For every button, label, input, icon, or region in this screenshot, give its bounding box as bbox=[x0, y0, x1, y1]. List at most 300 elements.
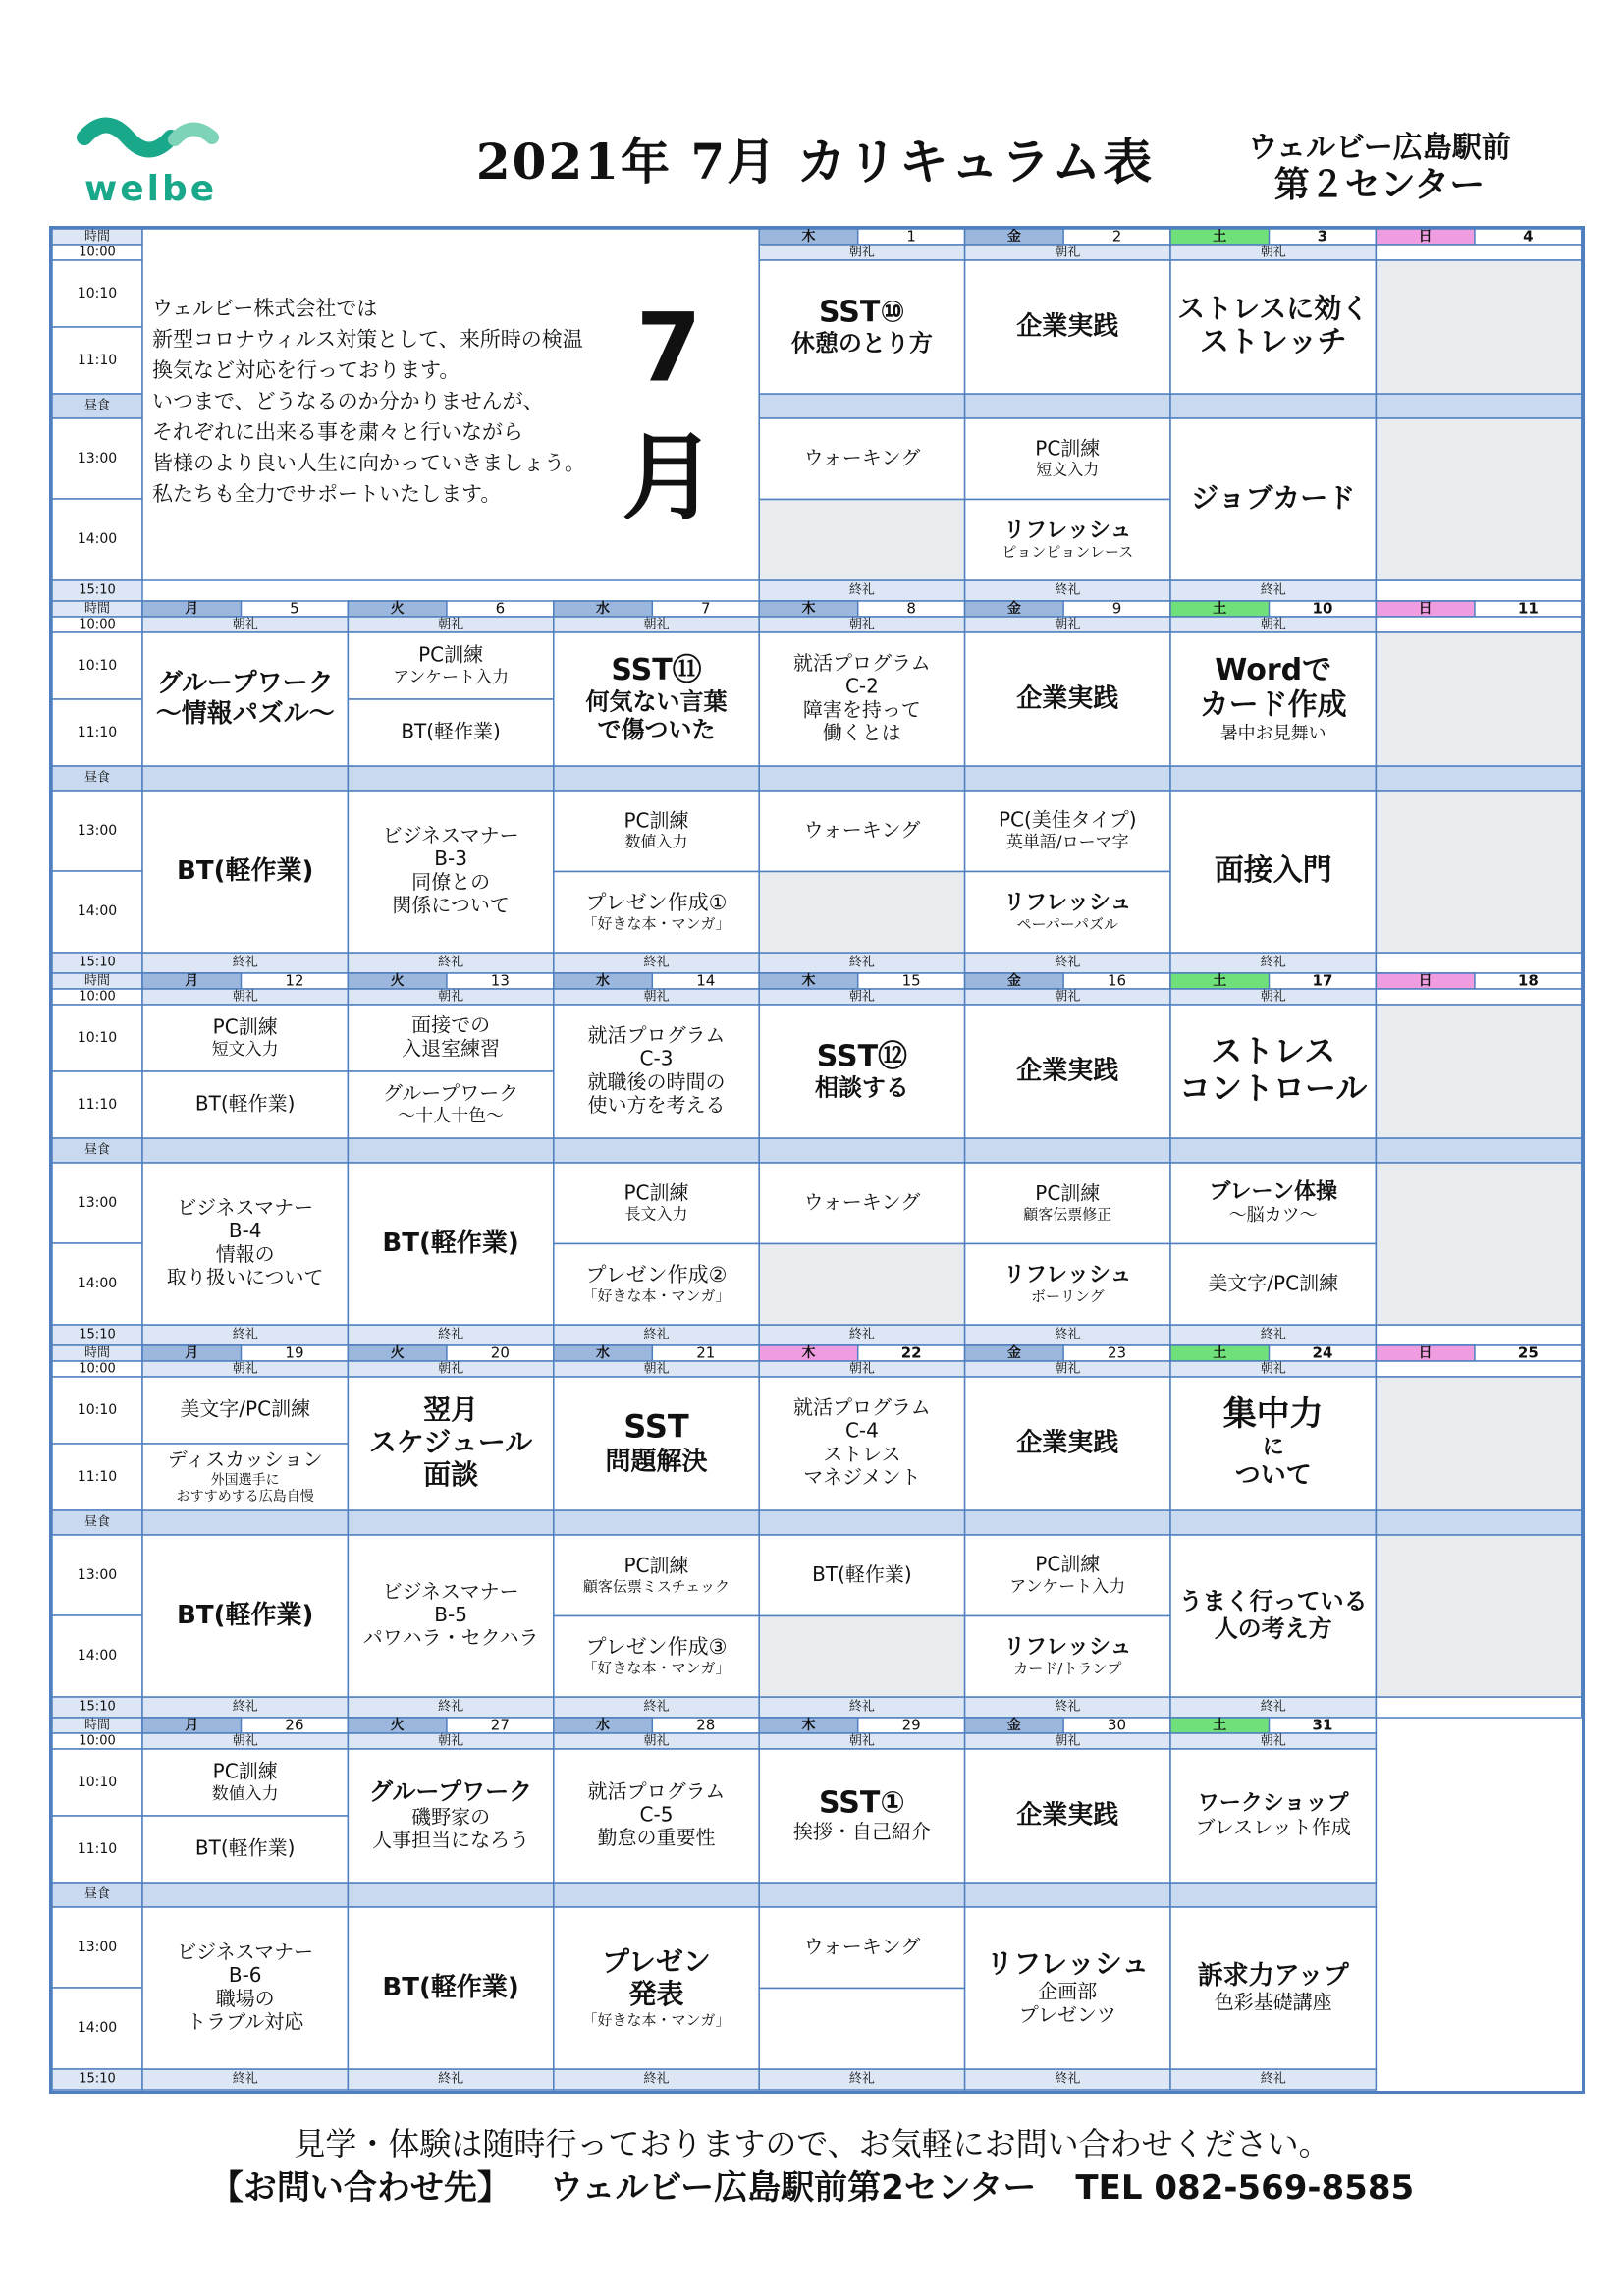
lunch-cell bbox=[759, 1138, 964, 1163]
empty-session-cell bbox=[1376, 1377, 1581, 1510]
contact-line bbox=[0, 2160, 1624, 2209]
session-text: 入退室練習 bbox=[402, 1036, 501, 1061]
lunch-cell bbox=[348, 1883, 553, 1907]
weekday-label: 金 bbox=[1006, 1345, 1021, 1361]
chorei-label: 朝礼 bbox=[1055, 617, 1081, 632]
session-text: PC訓練 bbox=[1035, 1552, 1101, 1576]
lunch-cell bbox=[1170, 1510, 1376, 1535]
weekday-label: 金 bbox=[1006, 229, 1021, 245]
chorei-label: 朝礼 bbox=[848, 245, 875, 260]
session-text: アンケート入力 bbox=[1009, 1577, 1126, 1598]
date-label: 5 bbox=[290, 599, 299, 618]
shurei-label: 終礼 bbox=[438, 1699, 464, 1715]
session-text: 「好きな本・マンガ」 bbox=[582, 1286, 731, 1305]
session-text: SST⑫ bbox=[816, 1039, 908, 1074]
lunch-label: 昼食 bbox=[83, 770, 111, 786]
session-text: ビジネスマナー bbox=[177, 1940, 314, 1964]
weekday-label: 月 bbox=[185, 1718, 199, 1733]
intro-line: ウェルビー株式会社では bbox=[152, 297, 378, 320]
shurei-label: 終礼 bbox=[1055, 955, 1081, 970]
session-text: ビジネスマナー bbox=[382, 823, 519, 847]
month-number: 7 bbox=[635, 293, 702, 404]
session-text: 休憩のとり方 bbox=[790, 329, 933, 357]
session-text: 同僚との bbox=[411, 869, 491, 894]
session-text: BT(軽作業) bbox=[382, 1973, 519, 2002]
date-label: 8 bbox=[906, 599, 916, 618]
session-text: 面接での bbox=[411, 1012, 491, 1037]
lunch-cell bbox=[1170, 394, 1376, 418]
date-label: 24 bbox=[1312, 1343, 1333, 1362]
time-label: 10:10 bbox=[77, 1775, 118, 1790]
session-text: 発表 bbox=[628, 1978, 684, 2011]
shurei-label: 終礼 bbox=[438, 955, 464, 970]
chorei-label: 朝礼 bbox=[848, 989, 875, 1005]
date-label: 9 bbox=[1111, 599, 1122, 618]
lunch-cell bbox=[759, 394, 964, 418]
contact-center: ウェルビー広島駅前第2センター bbox=[549, 2168, 1037, 2208]
month-kanji: 月 bbox=[622, 422, 717, 533]
lunch-cell bbox=[142, 1510, 348, 1535]
date-label: 16 bbox=[1108, 971, 1127, 990]
weekday-label: 木 bbox=[801, 229, 816, 245]
chorei-label: 朝礼 bbox=[643, 617, 670, 632]
empty-session-cell bbox=[759, 1989, 964, 2070]
intro-line: 私たちも全力でサポートいたします。 bbox=[152, 482, 502, 506]
session-text: ディスカッション bbox=[167, 1447, 323, 1471]
session-text: ウォーキング bbox=[803, 1934, 921, 1958]
session-text: グループワーク bbox=[382, 1080, 519, 1105]
shurei-label: 終礼 bbox=[643, 1327, 670, 1342]
chorei-label: 朝礼 bbox=[643, 989, 670, 1005]
lunch-cell bbox=[1376, 394, 1581, 418]
session-text: 顧客伝票修正 bbox=[1023, 1205, 1112, 1224]
shurei-label: 終礼 bbox=[848, 1327, 875, 1342]
session-text: 使い方を考える bbox=[587, 1092, 726, 1117]
time-label: 14:00 bbox=[77, 2020, 118, 2036]
session-text: 企業実践 bbox=[1016, 311, 1119, 342]
chorei-label: 朝礼 bbox=[643, 1361, 670, 1377]
session-text: 「好きな本・マンガ」 bbox=[582, 1659, 731, 1677]
date-label: 29 bbox=[901, 1716, 921, 1734]
shurei-cell bbox=[1376, 1325, 1581, 1345]
session-text: ビジネスマナー bbox=[177, 1195, 314, 1220]
session-text: 数値入力 bbox=[211, 1783, 279, 1804]
lunch-label: 昼食 bbox=[83, 1142, 111, 1158]
empty-session-cell bbox=[1376, 418, 1581, 580]
lunch-cell bbox=[554, 1510, 759, 1535]
time-label: 10:10 bbox=[77, 286, 118, 301]
weekday-label: 金 bbox=[1006, 973, 1021, 989]
session-text: 磯野家の bbox=[411, 1804, 491, 1829]
time-end-label: 15:10 bbox=[79, 2071, 116, 2087]
time-label: 14:00 bbox=[77, 903, 118, 919]
session-text: 職場の bbox=[215, 1986, 275, 2010]
session-text: BT(軽作業) bbox=[177, 1601, 314, 1630]
date-label: 27 bbox=[490, 1716, 510, 1734]
lunch-cell bbox=[142, 1883, 348, 1907]
session-text: 「好きな本・マンガ」 bbox=[582, 2011, 731, 2030]
weekday-label: 金 bbox=[1006, 601, 1021, 617]
chorei-label: 朝礼 bbox=[1055, 1361, 1081, 1377]
session-text: プレゼン bbox=[602, 1945, 711, 1979]
chorei-cell bbox=[1376, 617, 1581, 632]
empty-session-cell bbox=[759, 1244, 964, 1326]
weekday-label: 月 bbox=[185, 601, 199, 617]
chorei-cell bbox=[1376, 989, 1581, 1005]
session-text: 英単語/ローマ字 bbox=[1005, 833, 1129, 853]
weekday-label: 火 bbox=[390, 1345, 405, 1361]
session-text: PC訓練 bbox=[212, 1014, 278, 1039]
session-text: 顧客伝票ミスチェック bbox=[582, 1577, 731, 1596]
chorei-label: 朝礼 bbox=[232, 1733, 258, 1749]
session-text: 企業実践 bbox=[1016, 1056, 1119, 1086]
session-text: BT(軽作業) bbox=[177, 856, 314, 886]
time-end-label: 15:10 bbox=[79, 1327, 116, 1342]
lunch-cell bbox=[1170, 1883, 1376, 1907]
session-text: SST bbox=[623, 1407, 689, 1446]
session-text: うまく行っている bbox=[1178, 1587, 1368, 1615]
weekday-label: 木 bbox=[801, 1345, 816, 1361]
session-text: ブレスレット作成 bbox=[1195, 1815, 1351, 1839]
weekday-label: 日 bbox=[1418, 601, 1433, 617]
date-label: 7 bbox=[700, 599, 711, 618]
session-text: BT(軽作業) bbox=[194, 1091, 296, 1116]
intro-line: 皆様のより良い人生に向かっていきましょう。 bbox=[152, 451, 585, 475]
session-text: BT(軽作業) bbox=[194, 1835, 296, 1860]
weekday-label: 水 bbox=[596, 601, 611, 617]
time-start-label: 10:00 bbox=[79, 989, 116, 1005]
shurei-cell bbox=[1376, 580, 1581, 601]
session-text: 人の考え方 bbox=[1214, 1614, 1332, 1643]
weekday-label: 水 bbox=[596, 1718, 611, 1733]
date-label: 30 bbox=[1108, 1716, 1127, 1734]
chorei-label: 朝礼 bbox=[1260, 989, 1286, 1005]
session-text: カード作成 bbox=[1199, 687, 1347, 723]
session-text: B-5 bbox=[434, 1603, 467, 1626]
curriculum-grid bbox=[52, 229, 1582, 2091]
empty-session-cell bbox=[1376, 1535, 1581, 1697]
session-text: PC訓練 bbox=[418, 642, 484, 667]
session-text: トラブル対応 bbox=[187, 2009, 304, 2034]
session-text: ストレス bbox=[823, 1442, 901, 1466]
session-text: B-3 bbox=[434, 847, 467, 871]
shurei-label: 終礼 bbox=[1055, 582, 1081, 598]
weekday-label: 火 bbox=[390, 601, 405, 617]
empty-session-cell bbox=[759, 500, 964, 581]
time-head-label: 時間 bbox=[83, 229, 111, 245]
session-text: SST① bbox=[819, 1785, 905, 1821]
weekday-label: 月 bbox=[185, 1345, 199, 1361]
time-label: 13:00 bbox=[77, 823, 118, 839]
date-label: 1 bbox=[906, 229, 916, 246]
session-text: パワハラ・セクハラ bbox=[362, 1625, 539, 1650]
lunch-cell bbox=[554, 1883, 759, 1907]
session-text: ～脳カツ～ bbox=[1228, 1205, 1318, 1227]
session-text: 障害を持って bbox=[802, 697, 921, 722]
session-text: SST⑪ bbox=[611, 653, 702, 688]
weekday-label: 日 bbox=[1418, 229, 1433, 245]
weekday-label: 木 bbox=[801, 973, 816, 989]
time-start-label: 10:00 bbox=[79, 245, 116, 260]
date-label: 25 bbox=[1517, 1343, 1539, 1362]
session-text: PC訓練 bbox=[1035, 436, 1101, 461]
session-text: 企業実践 bbox=[1016, 1800, 1119, 1831]
chorei-label: 朝礼 bbox=[1055, 1733, 1081, 1749]
time-label: 13:00 bbox=[77, 1567, 118, 1583]
weekday-label: 土 bbox=[1213, 1345, 1227, 1361]
session-text: ブレーン体操 bbox=[1209, 1179, 1338, 1205]
session-text: 集中力 bbox=[1222, 1394, 1324, 1435]
session-text: 企業実践 bbox=[1016, 1428, 1119, 1458]
weekday-label: 日 bbox=[1418, 1345, 1433, 1361]
date-label: 13 bbox=[490, 971, 510, 990]
time-head-label: 時間 bbox=[83, 973, 111, 989]
lunch-cell bbox=[965, 766, 1170, 791]
lunch-cell bbox=[348, 766, 553, 791]
session-text: リフレッシュ bbox=[986, 1946, 1150, 1980]
lunch-cell bbox=[965, 1138, 1170, 1163]
session-text: 就活プログラム bbox=[792, 1395, 931, 1420]
session-text: ついて bbox=[1234, 1460, 1312, 1491]
weekday-label: 水 bbox=[596, 973, 611, 989]
session-text: BT(軽作業) bbox=[401, 719, 501, 743]
session-text: B-4 bbox=[228, 1219, 262, 1243]
visit-notice: 見学・体験は随時行っておりますので、お気軽にお問い合わせください。 bbox=[294, 2125, 1330, 2162]
chorei-label: 朝礼 bbox=[232, 617, 258, 632]
time-label: 14:00 bbox=[77, 531, 118, 547]
session-text: 就活プログラム bbox=[792, 651, 931, 676]
weekday-label: 土 bbox=[1213, 1718, 1227, 1733]
lunch-cell bbox=[965, 394, 1170, 418]
time-start-label: 10:00 bbox=[79, 617, 116, 632]
shurei-label: 終礼 bbox=[643, 2071, 670, 2087]
session-text: BT(軽作業) bbox=[812, 1561, 912, 1586]
lunch-cell bbox=[759, 766, 964, 791]
page-title: 2021年 7月 カリキュラム表 bbox=[475, 133, 1155, 191]
lunch-cell bbox=[348, 1510, 553, 1535]
time-label: 14:00 bbox=[77, 1276, 118, 1291]
chorei-label: 朝礼 bbox=[1260, 617, 1286, 632]
session-text: グループワーク bbox=[369, 1777, 533, 1806]
session-text: 就職後の時間の bbox=[587, 1069, 726, 1094]
time-label: 13:00 bbox=[77, 451, 118, 466]
session-text: 美文字/PC訓練 bbox=[1208, 1271, 1339, 1295]
weekday-label: 金 bbox=[1006, 1718, 1021, 1733]
time-start-label: 10:00 bbox=[79, 1733, 116, 1749]
time-end-label: 15:10 bbox=[79, 955, 116, 970]
chorei-cell bbox=[1376, 1361, 1581, 1377]
lunch-label: 昼食 bbox=[83, 1886, 111, 1902]
time-end-label: 15:10 bbox=[79, 582, 116, 598]
session-text: ストレッチ bbox=[1199, 325, 1347, 360]
session-text: 挨拶・自己紹介 bbox=[792, 1820, 931, 1844]
shurei-label: 終礼 bbox=[643, 955, 670, 970]
session-text: ペーパーパズル bbox=[1016, 915, 1119, 934]
weekday-label: 木 bbox=[801, 1718, 816, 1733]
session-text: Wordで bbox=[1215, 653, 1332, 688]
session-text: リフレッシュ bbox=[1003, 890, 1132, 915]
date-label: 28 bbox=[696, 1716, 716, 1734]
session-text: C-4 bbox=[844, 1418, 879, 1443]
session-text: C-2 bbox=[844, 674, 879, 698]
session-text: ウォーキング bbox=[803, 817, 921, 842]
session-text: 何気ない言葉 bbox=[585, 687, 728, 716]
chorei-label: 朝礼 bbox=[438, 1733, 464, 1749]
session-text: PC訓練 bbox=[212, 1759, 278, 1783]
shurei-label: 終礼 bbox=[848, 582, 875, 598]
session-text: 「好きな本・マンガ」 bbox=[582, 914, 731, 933]
date-label: 22 bbox=[900, 1343, 922, 1362]
shurei-label: 終礼 bbox=[848, 955, 875, 970]
session-text: プレゼン作成③ bbox=[585, 1634, 728, 1659]
empty-session-cell bbox=[1376, 791, 1581, 953]
session-text: 翌月 bbox=[423, 1393, 479, 1426]
shurei-label: 終礼 bbox=[232, 1327, 258, 1342]
time-start-label: 10:00 bbox=[79, 1361, 116, 1377]
session-text: 数値入力 bbox=[624, 832, 688, 851]
session-text: プレゼン作成② bbox=[585, 1262, 728, 1286]
session-text: カード/トランプ bbox=[1013, 1660, 1122, 1678]
session-text: PC訓練 bbox=[623, 808, 689, 833]
curriculum-table bbox=[49, 226, 1585, 2094]
chorei-cell bbox=[1376, 245, 1581, 260]
session-text: C-5 bbox=[639, 1802, 674, 1827]
lunch-cell bbox=[965, 1883, 1170, 1907]
date-label: 26 bbox=[285, 1716, 304, 1734]
time-label: 13:00 bbox=[77, 1940, 118, 1955]
chorei-label: 朝礼 bbox=[232, 989, 258, 1005]
date-label: 4 bbox=[1523, 229, 1534, 246]
session-text: プレゼン作成① bbox=[585, 890, 728, 914]
session-text: ～情報パズル～ bbox=[155, 698, 335, 729]
lunch-cell bbox=[142, 1138, 348, 1163]
date-label: 3 bbox=[1317, 229, 1328, 246]
session-text: リフレッシュ bbox=[1003, 1634, 1132, 1660]
date-label: 10 bbox=[1312, 599, 1333, 618]
session-text: グループワーク bbox=[156, 669, 334, 699]
session-text: C-3 bbox=[639, 1046, 674, 1070]
date-label: 23 bbox=[1108, 1343, 1127, 1362]
shurei-label: 終礼 bbox=[1260, 955, 1286, 970]
session-text: 企画部 bbox=[1038, 1979, 1098, 2003]
lunch-cell bbox=[1170, 1138, 1376, 1163]
intro-line: いつまで、どうなるのか分かりませんが、 bbox=[152, 389, 544, 413]
session-text: アンケート入力 bbox=[393, 667, 510, 687]
session-text: 情報の bbox=[215, 1241, 275, 1266]
chorei-label: 朝礼 bbox=[1055, 245, 1081, 260]
time-label: 10:10 bbox=[77, 1402, 118, 1418]
time-head-label: 時間 bbox=[83, 1718, 111, 1733]
session-text: 面談 bbox=[423, 1458, 479, 1492]
session-text: 人事担当になろう bbox=[372, 1828, 530, 1852]
weekday-label: 土 bbox=[1213, 973, 1227, 989]
session-text: ストレスに効く bbox=[1177, 292, 1370, 325]
empty-session-cell bbox=[1376, 1163, 1581, 1325]
session-text: おすすめする広島自慢 bbox=[176, 1489, 314, 1505]
chorei-label: 朝礼 bbox=[1055, 989, 1081, 1005]
session-text: 勤怠の重要性 bbox=[597, 1826, 716, 1850]
session-text: ウォーキング bbox=[803, 445, 921, 469]
time-label: 11:10 bbox=[77, 353, 118, 368]
chorei-label: 朝礼 bbox=[1260, 245, 1286, 260]
session-text: PC(美佳タイプ) bbox=[998, 807, 1137, 832]
chorei-label: 朝礼 bbox=[643, 1733, 670, 1749]
session-text: ワークショップ bbox=[1197, 1791, 1349, 1817]
shurei-label: 終礼 bbox=[1260, 1699, 1286, 1715]
contact-label: 【お問い合わせ先】 bbox=[209, 2168, 511, 2208]
lunch-cell bbox=[1376, 1510, 1581, 1535]
shurei-label: 終礼 bbox=[848, 1699, 875, 1715]
session-text: 企業実践 bbox=[1016, 683, 1119, 714]
shurei-label: 終礼 bbox=[1260, 1327, 1286, 1342]
weekday-label: 日 bbox=[1418, 973, 1433, 989]
lunch-cell bbox=[1376, 766, 1581, 791]
date-label: 18 bbox=[1517, 971, 1539, 990]
center-name: ウェルビー広島駅前 bbox=[1248, 131, 1511, 165]
session-text: で傷ついた bbox=[597, 715, 716, 743]
weekday-label: 土 bbox=[1213, 229, 1227, 245]
shurei-label: 終礼 bbox=[232, 1699, 258, 1715]
session-text: 相談する bbox=[814, 1073, 909, 1102]
chorei-label: 朝礼 bbox=[848, 1733, 875, 1749]
weekday-label: 水 bbox=[596, 1345, 611, 1361]
logo-text: welbe bbox=[84, 169, 218, 209]
shurei-label: 終礼 bbox=[438, 2071, 464, 2087]
session-text: 問題解決 bbox=[605, 1447, 708, 1477]
date-label: 11 bbox=[1517, 599, 1539, 618]
session-text: 関係について bbox=[392, 893, 510, 917]
session-text: リフレッシュ bbox=[1003, 1262, 1132, 1287]
lunch-cell bbox=[142, 766, 348, 791]
time-label: 11:10 bbox=[77, 725, 118, 740]
time-label: 11:10 bbox=[77, 1097, 118, 1113]
intro-line: それぞれに出来る事を粛々と行いながら bbox=[152, 420, 523, 444]
chorei-label: 朝礼 bbox=[848, 1361, 875, 1377]
session-text: スケジュール bbox=[368, 1426, 533, 1458]
date-label: 21 bbox=[696, 1343, 716, 1362]
session-text: 就活プログラム bbox=[587, 1023, 726, 1048]
time-label: 10:10 bbox=[77, 658, 118, 674]
session-text: 長文入力 bbox=[624, 1204, 688, 1224]
intro-line: 換気など対応を行っております。 bbox=[152, 358, 460, 382]
date-label: 14 bbox=[696, 971, 716, 990]
lunch-cell bbox=[1376, 1138, 1581, 1163]
empty-session-cell bbox=[1376, 1005, 1581, 1138]
chorei-label: 朝礼 bbox=[438, 617, 464, 632]
lunch-label: 昼食 bbox=[83, 1514, 111, 1530]
date-label: 6 bbox=[495, 599, 506, 618]
shurei-label: 終礼 bbox=[1260, 2071, 1286, 2087]
weekday-label: 土 bbox=[1213, 601, 1227, 617]
chorei-label: 朝礼 bbox=[1260, 1361, 1286, 1377]
contact-tel[interactable]: TEL 082-569-8585 bbox=[1075, 2168, 1415, 2208]
session-text: に bbox=[1262, 1435, 1284, 1460]
session-text: プレゼンツ bbox=[1018, 2002, 1116, 2027]
session-text: 訴求力アップ bbox=[1197, 1961, 1349, 1992]
session-text: リフレッシュ bbox=[1003, 518, 1132, 543]
session-text: PC訓練 bbox=[1035, 1180, 1101, 1205]
session-text: 短文入力 bbox=[211, 1039, 279, 1060]
chorei-label: 朝礼 bbox=[848, 617, 875, 632]
shurei-label: 終礼 bbox=[438, 1327, 464, 1342]
date-label: 19 bbox=[285, 1343, 304, 1362]
chorei-label: 朝礼 bbox=[438, 989, 464, 1005]
chorei-label: 朝礼 bbox=[1260, 1733, 1286, 1749]
session-text: ストレス bbox=[1211, 1032, 1336, 1070]
session-text: 短文入力 bbox=[1036, 460, 1100, 479]
shurei-label: 終礼 bbox=[1055, 1327, 1081, 1342]
chorei-label: 朝礼 bbox=[232, 1361, 258, 1377]
